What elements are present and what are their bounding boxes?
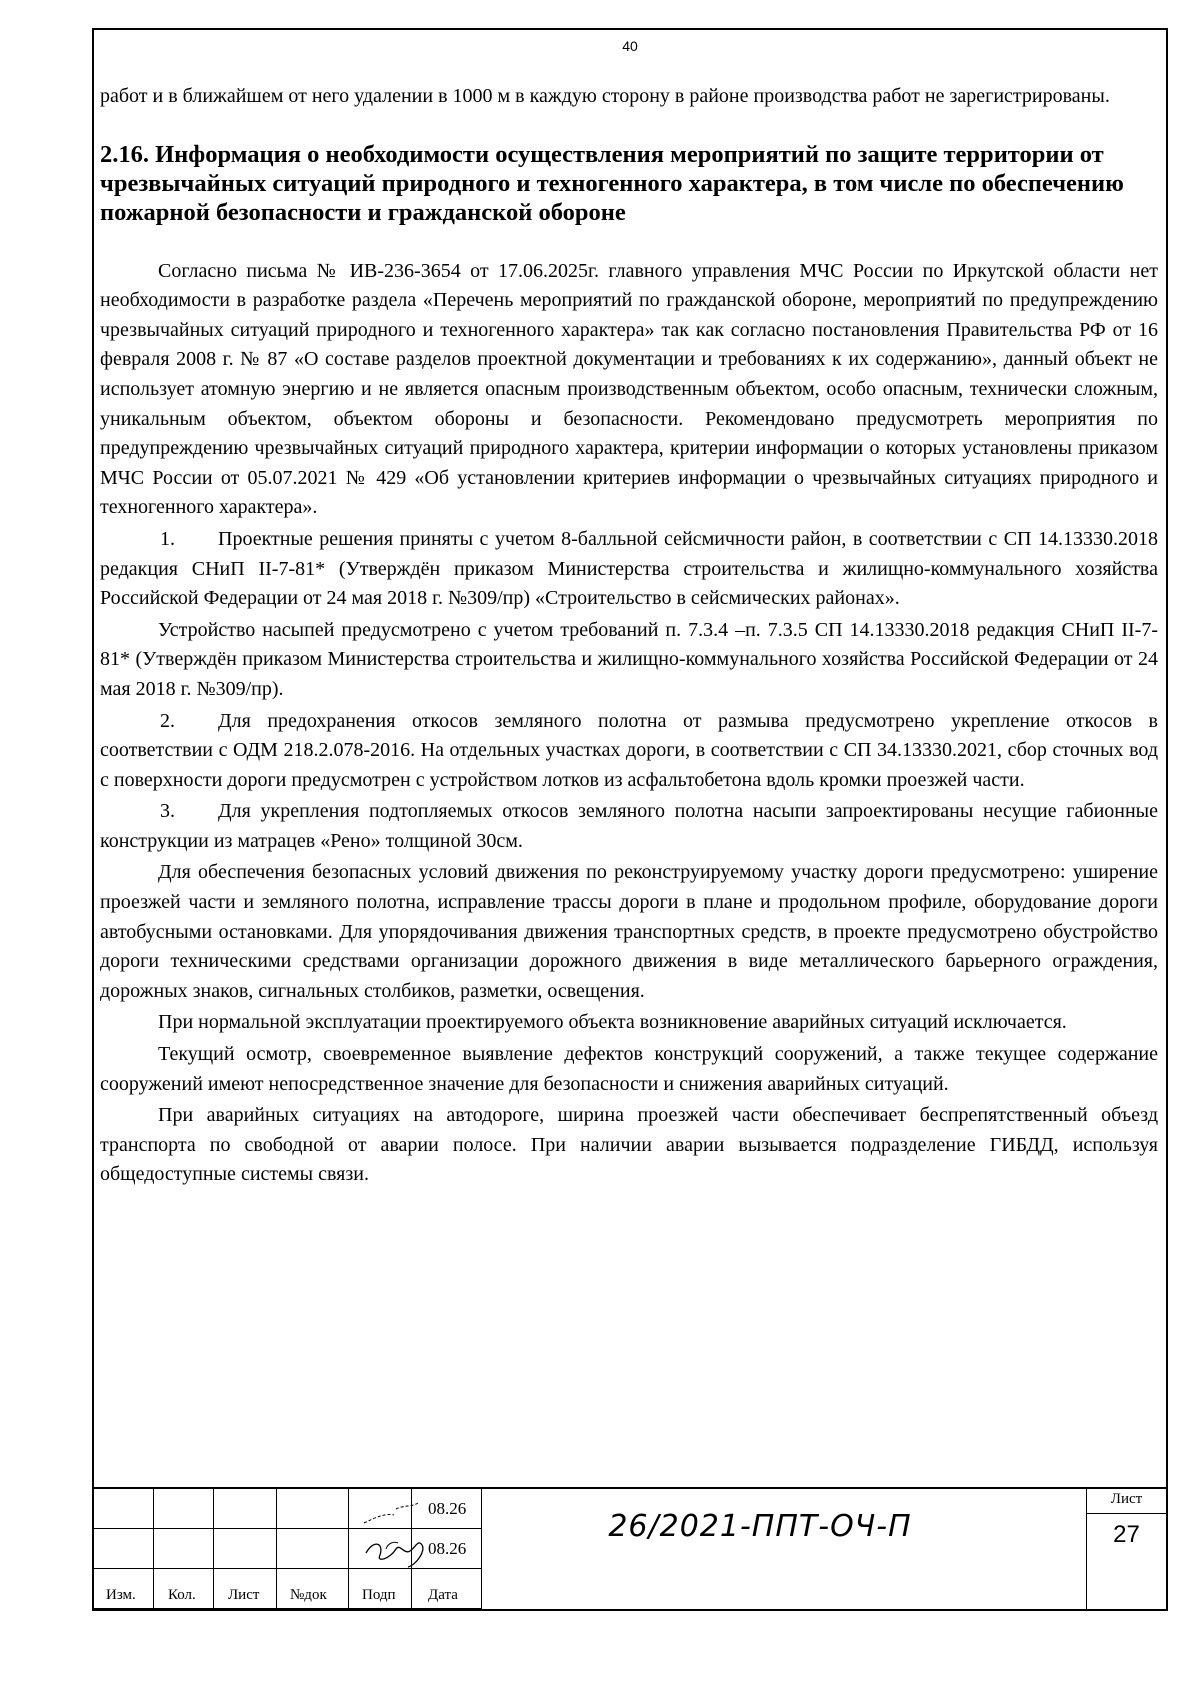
label-sheet: Лист xyxy=(228,1587,260,1603)
intro-paragraph: работ и в ближайшем от него удалении в 1000 м в каждую сторону в районе производства работ не зарегистрированы. xyxy=(100,85,1110,107)
paragraph-embankment: Устройство насыпей предусмотрено с учетом требований п. 7.3.4 –п. 7.3.5 СП 14.13330.2018 редакция СНиП II-7-81* (Утверждён приказом Министерства строительства и жилищно-коммунального хозяйства Российской Федерации от 24 мая 2018 г. №309/пр). xyxy=(100,618,1158,700)
grid-cell xyxy=(94,1489,154,1529)
grid-cell xyxy=(214,1529,277,1569)
grid-cell xyxy=(154,1529,214,1569)
paragraph-emergency: При аварийных ситуациях на автодороге, ширина проезжей части обеспечивает беспрепятственный объезд транспорта по свободной от аварии полосе. При наличии аварии вызывается подразделение ГИБДД, используя общедоступные системы связи. xyxy=(100,1104,1158,1186)
revision-grid xyxy=(94,1489,504,1609)
grid-cell xyxy=(277,1529,349,1569)
sheet-divider xyxy=(1087,1513,1166,1514)
paragraph-normal-operation: При нормальной эксплуатации проектируемого объекта возникновение аварийных ситуаций исключается. xyxy=(158,1011,1067,1034)
numbered-item-3 xyxy=(100,797,1158,856)
label-quantity: Кол. xyxy=(168,1587,196,1603)
grid-cell xyxy=(154,1489,214,1529)
sheet-box xyxy=(1086,1489,1166,1609)
label-signature: Подп xyxy=(362,1587,396,1603)
item-number: 2. xyxy=(160,709,175,732)
label-date: Дата xyxy=(428,1587,458,1603)
numbered-item-2 xyxy=(100,707,1158,796)
page-frame xyxy=(92,28,1168,1611)
numbered-item-1 xyxy=(100,525,1158,614)
page-number: 40 xyxy=(622,38,638,54)
document-body xyxy=(100,82,1158,1192)
section-heading: 2.16. Информация о необходимости осуществления мероприятий по защите территории от чрезвычайных ситуаций природного и техногенного характера, в том числе по обеспечению пожарной безопасности и гражданской обороне xyxy=(100,140,1124,226)
item-text: Проектные решения приняты с учетом 8-балльной сейсмичности район, в соответствии с СП 14.13330.2018 редакция СНиП II-7-81* (Утверждён приказом Министерства строительства и жилищно-коммунального хозяйства Российской Федерации от 24 мая 2018 г. №309/пр) «Строительство в сейсмических районах». xyxy=(100,527,1158,610)
date-2: 08.26 xyxy=(428,1539,467,1558)
item-number: 3. xyxy=(160,800,175,823)
item-text: Для укрепления подтопляемых откосов земляного полотна насыпи запроектированы несущие габионные конструкции из матрацев «Рено» толщиной 30см. xyxy=(100,800,1158,852)
grid-cell xyxy=(214,1489,277,1529)
paragraph-gchs-letter: Согласно письма № ИВ-236-3654 от 17.06.2025г. главного управления МЧС России по Иркутской области нет необходимости в разработке раздела «Перечень мероприятий по гражданской обороне, мероприятий по предупреждению чрезвычайных ситуаций природного и техногенного характера» так как согласно постановления Правительства РФ от 16 февраля 2008 г. № 87 «О составе разделов проектной документации и требованиях к их содержанию», данный объект не использует атомную энергию и не является опасным производственным объектом, особо опасным, технически сложным, уникальным объектом, объектом обороны и безопасности. Рекомендовано предусмотреть мероприятия по предупреждению чрезвычайных ситуаций природного характера, критерии информации о которых установлены приказом МЧС России от 05.07.2021 № 429 «Об установлении критериев информации о чрезвычайных ситуациях природного и техногенного характера». xyxy=(100,259,1158,519)
document-code: 26/2021-ППТ-ОЧ-П xyxy=(608,1509,912,1544)
item-text: Для предохранения откосов земляного полотна от размыва предусмотрено укрепление откосов в соответствии с ОДМ 218.2.078-2016. На отдельных участках дороги, в соответствии с СП 34.13330.2021, сбор сточных вод с поверхности дороги предусмотрен с устройством лотков из асфальтобетона вдоль кромки проезжей части. xyxy=(100,709,1158,791)
label-revision: Изм. xyxy=(106,1587,136,1603)
paragraph-traffic-safety: Для обеспечения безопасных условий движения по реконструируемому участку дороги предусмотрено: уширение проезжей части и земляного полотна, исправление трассы дороги в плане и продольном профиле, оборудование дороги автобусными остановками. Для упорядочивания движения транспортных средств, в проекте предусмотрено обустройство дороги техническими средствами организации дорожного движения в виде металлического барьерного ограждения, дорожных знаков, сигнальных столбиков, разметки, освещения. xyxy=(100,861,1158,1002)
handwritten-signature xyxy=(356,1499,446,1569)
grid-cell xyxy=(94,1529,154,1569)
title-block xyxy=(94,1487,1166,1609)
sheet-label: Лист xyxy=(1110,1491,1143,1507)
date-1: 08.26 xyxy=(428,1499,467,1518)
item-number: 1. xyxy=(160,527,175,550)
grid-cell xyxy=(277,1489,349,1529)
label-doc-number: №док xyxy=(290,1587,327,1603)
sheet-number: 27 xyxy=(1113,1521,1140,1548)
paragraph-inspection: Текущий осмотр, своевременное выявление дефектов конструкций сооружений, а также текущее содержание сооружений имеют непосредственное значение для безопасности и снижения аварийных ситуаций. xyxy=(100,1043,1158,1095)
